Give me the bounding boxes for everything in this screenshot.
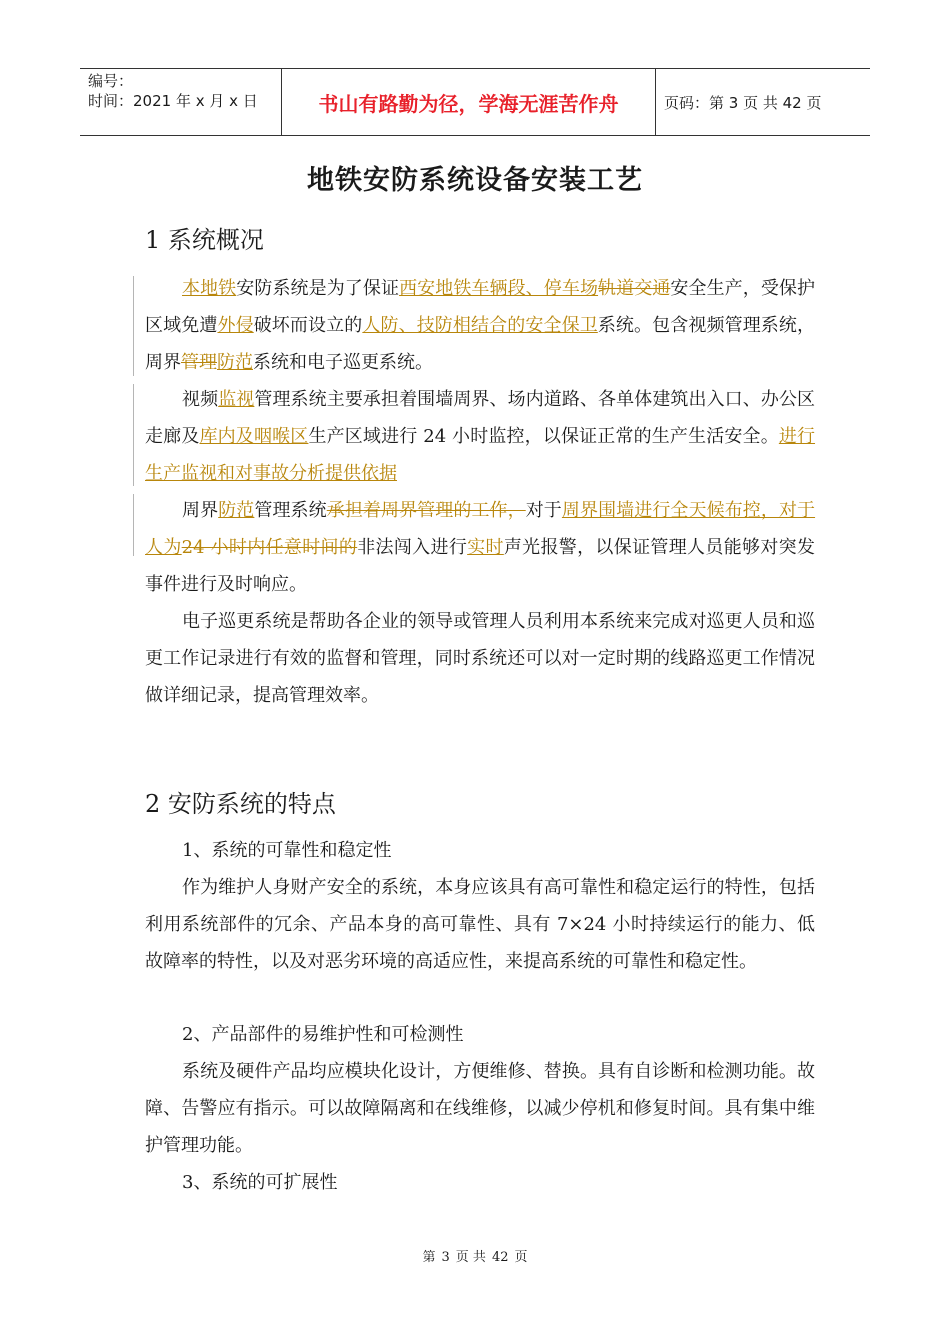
deleted-text: 24 小时内任意时间的 <box>181 537 358 558</box>
text-run: 系统。包含视频管理系统，周界 <box>145 315 816 373</box>
inserted-text: 防范 <box>217 352 253 373</box>
text-run: 系统和电子巡更系统。 <box>253 352 433 373</box>
text-run: 破坏而设立的 <box>253 315 363 336</box>
list-item-2: 2、产品部件的易维护性和可检测性 <box>182 1024 464 1045</box>
footer-total-pages: 42 <box>491 1250 509 1265</box>
number-label: 编号： <box>88 72 134 90</box>
inserted-text: 西安地铁车辆段、停车场 <box>399 278 599 299</box>
inserted-text: 防范 <box>218 500 255 521</box>
header-motto: 书山有路勤为径，学海无涯苦作舟 <box>282 69 656 135</box>
page-footer <box>0 1246 950 1265</box>
inserted-text: 进行生产监视和对事故分析提供依据 <box>145 426 816 484</box>
text-run: 视频 <box>182 389 219 410</box>
footer-prefix: 第 <box>422 1250 436 1265</box>
text-run: 生产区域进行 24 小时监控，以保证正常的生产生活安全。 <box>308 426 779 447</box>
footer-mid: 页 共 <box>455 1250 486 1265</box>
text-run: 管理系统 <box>254 500 327 521</box>
change-bar <box>133 384 134 486</box>
deleted-text: 承担着周界管理的工作， <box>326 500 526 521</box>
section-1-paragraph-3 <box>145 492 815 603</box>
list-item-3: 3、系统的可扩展性 <box>182 1172 338 1193</box>
inserted-text: 外侵 <box>217 315 254 336</box>
text-run: 安全生产，受保护区域免遭 <box>145 278 816 336</box>
document-title: 地铁安防系统设备安装工艺 <box>307 165 643 196</box>
list-item-1: 1、系统的可靠性和稳定性 <box>182 840 392 861</box>
text-run: 管理系统主要承担着围墙周界、场内道路、各单体建筑出入口、办公区走廊及 <box>145 389 816 447</box>
page-header <box>80 68 870 136</box>
section-2-heading: 2 安防系统的特点 <box>145 790 336 818</box>
inserted-text: 库内及咽喉区 <box>199 426 309 447</box>
section-1-paragraph-2 <box>145 381 815 492</box>
date-label: 时间：2021 年 x 月 x 日 <box>88 92 258 110</box>
section-1-paragraph-4: 电子巡更系统是帮助各企业的领导或管理人员利用本系统来完成对巡更人员和巡更工作记录进行有效的监督和管理，同时系统还可以对一定时期的线路巡更工作情况做详细记录，提高管理效率。 <box>145 611 815 706</box>
text-run: 安防系统是为了保证 <box>236 278 400 299</box>
change-bar <box>133 494 134 556</box>
inserted-text: 周界围墙进行全天候布控，对于人为 <box>145 500 816 558</box>
text-run: 非法闯入进行 <box>357 537 468 558</box>
header-page-info: 页码：第 3 页 共 42 页 <box>664 93 822 112</box>
section-1-heading: 1 系统概况 <box>145 226 264 254</box>
deleted-text: 管理 <box>181 352 217 373</box>
deleted-text: 轨道交通 <box>598 278 671 299</box>
footer-suffix: 页 <box>514 1250 528 1265</box>
header-meta <box>80 69 282 135</box>
inserted-text: 监视 <box>218 389 255 410</box>
text-run: 周界 <box>182 500 219 521</box>
inserted-text: 实时 <box>467 537 504 558</box>
change-bar <box>133 276 134 376</box>
footer-page-number: 3 <box>441 1250 450 1265</box>
section-2-paragraph-1: 作为维护人身财产安全的系统，本身应该具有高可靠性和稳定运行的特性，包括利用系统部件的冗余、产品本身的高可靠性、具有 7×24 小时持续运行的能力、低故障率的特性，以及对恶劣环境的高适应性，来提高系统的可靠性和稳定性。 <box>145 877 815 972</box>
section-2-paragraph-2: 系统及硬件产品均应模块化设计，方便维修、替换。具有自诊断和检测功能。故障、告警应有指示。可以故障隔离和在线维修，以减少停机和修复时间。具有集中维护管理功能。 <box>145 1061 815 1156</box>
section-1-paragraph-1 <box>145 270 815 381</box>
text-run: 对于 <box>525 500 562 521</box>
inserted-text: 本地铁 <box>182 278 237 299</box>
inserted-text: 人防、技防相结合的安全保卫 <box>362 315 598 336</box>
text-run: 声光报警，以保证管理人员能够对突发事件进行及时响应。 <box>145 537 816 595</box>
